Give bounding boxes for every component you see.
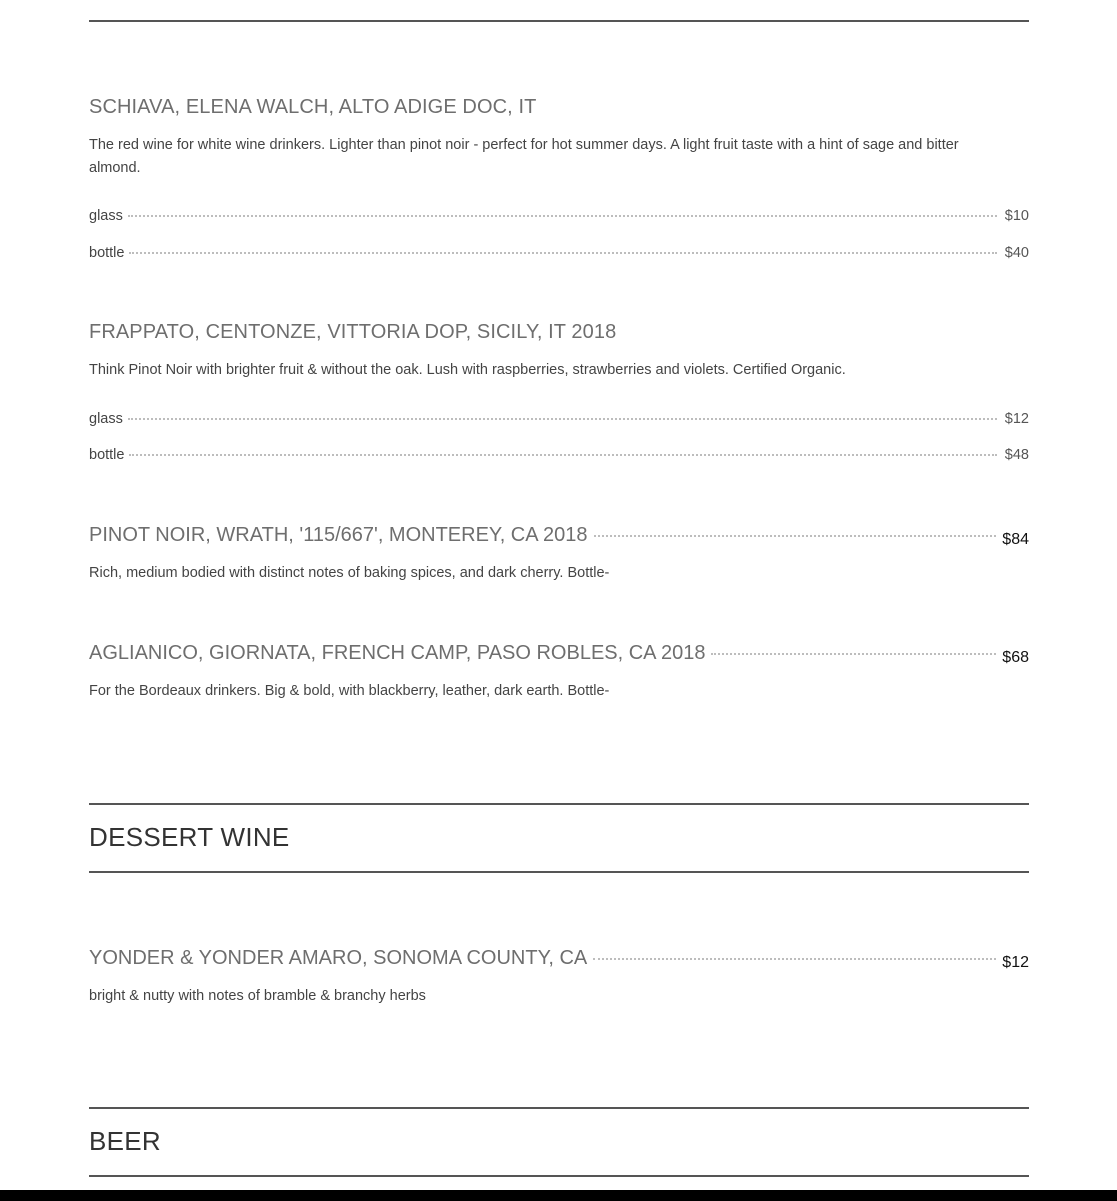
price-value: $10 [1004,208,1029,224]
wine-title-frappato: FRAPPATO, CENTONZE, VITTORIA DOP, SICILY, IT 2018 [89,321,617,343]
dot-leader [129,454,996,456]
wine-title-row-pinot-noir [89,523,1029,549]
dot-leader [594,535,997,537]
wine-title-row-aglianico [89,641,1029,667]
price-row-frappato-glass [89,409,1029,429]
dessert-price-yonder: $12 [1002,954,1029,971]
wine-title-aglianico: AGLIANICO, GIORNATA, FRENCH CAMP, PASO ROBLES, CA 2018 [89,642,706,664]
dessert-title-yonder: YONDER & YONDER AMARO, SONOMA COUNTY, CA [89,947,588,969]
wine-description-pinot-noir: Rich, medium bodied with distinct notes of baking spices, and dark cherry. Bottle- [89,565,610,581]
wine-description-frappato: Think Pinot Noir with brighter fruit & without the oak. Lush with raspberries, strawberries and violets. Certified Organic. [89,362,846,378]
wine-price-aglianico: $68 [1002,649,1029,666]
dot-leader [711,653,996,655]
dessert-title-row-yonder [89,946,1029,972]
wine-title-schiava: SCHIAVA, ELENA WALCH, ALTO ADIGE DOC, IT [89,96,537,118]
wine-title-pinot-noir: PINOT NOIR, WRATH, '115/667', MONTEREY, CA 2018 [89,524,588,546]
section-divider-top [89,1107,1029,1109]
wine-description-schiava: The red wine for white wine drinkers. Lighter than pinot noir - perfect for hot summer days. A light fruit taste with a hint of sage and bitter almond. [89,137,959,176]
dot-leader [128,215,997,217]
wine-price-pinot-noir: $84 [1002,531,1029,548]
dot-leader [128,418,997,420]
price-label: bottle [89,447,125,463]
section-divider-top [89,803,1029,805]
price-row-schiava-bottle [89,243,1029,263]
price-value: $40 [1004,245,1029,261]
section-divider-bottom [89,871,1029,873]
price-label: glass [89,411,123,427]
dot-leader [593,958,996,960]
wine-description-aglianico: For the Bordeaux drinkers. Big & bold, with blackberry, leather, dark earth. Bottle- [89,683,610,699]
dessert-description-yonder: bright & nutty with notes of bramble & branchy herbs [89,988,426,1004]
section-title-beer: BEER [89,1126,162,1156]
section-title-dessert-wine: DESSERT WINE [89,822,290,852]
bottom-bar [0,1190,1117,1201]
price-row-frappato-bottle [89,445,1029,465]
price-row-schiava-glass [89,206,1029,226]
price-value: $12 [1004,411,1029,427]
section-divider-bottom [89,1175,1029,1177]
top-divider [89,20,1029,22]
price-label: glass [89,208,123,224]
dot-leader [129,252,996,254]
price-label: bottle [89,245,125,261]
price-value: $48 [1004,447,1029,463]
